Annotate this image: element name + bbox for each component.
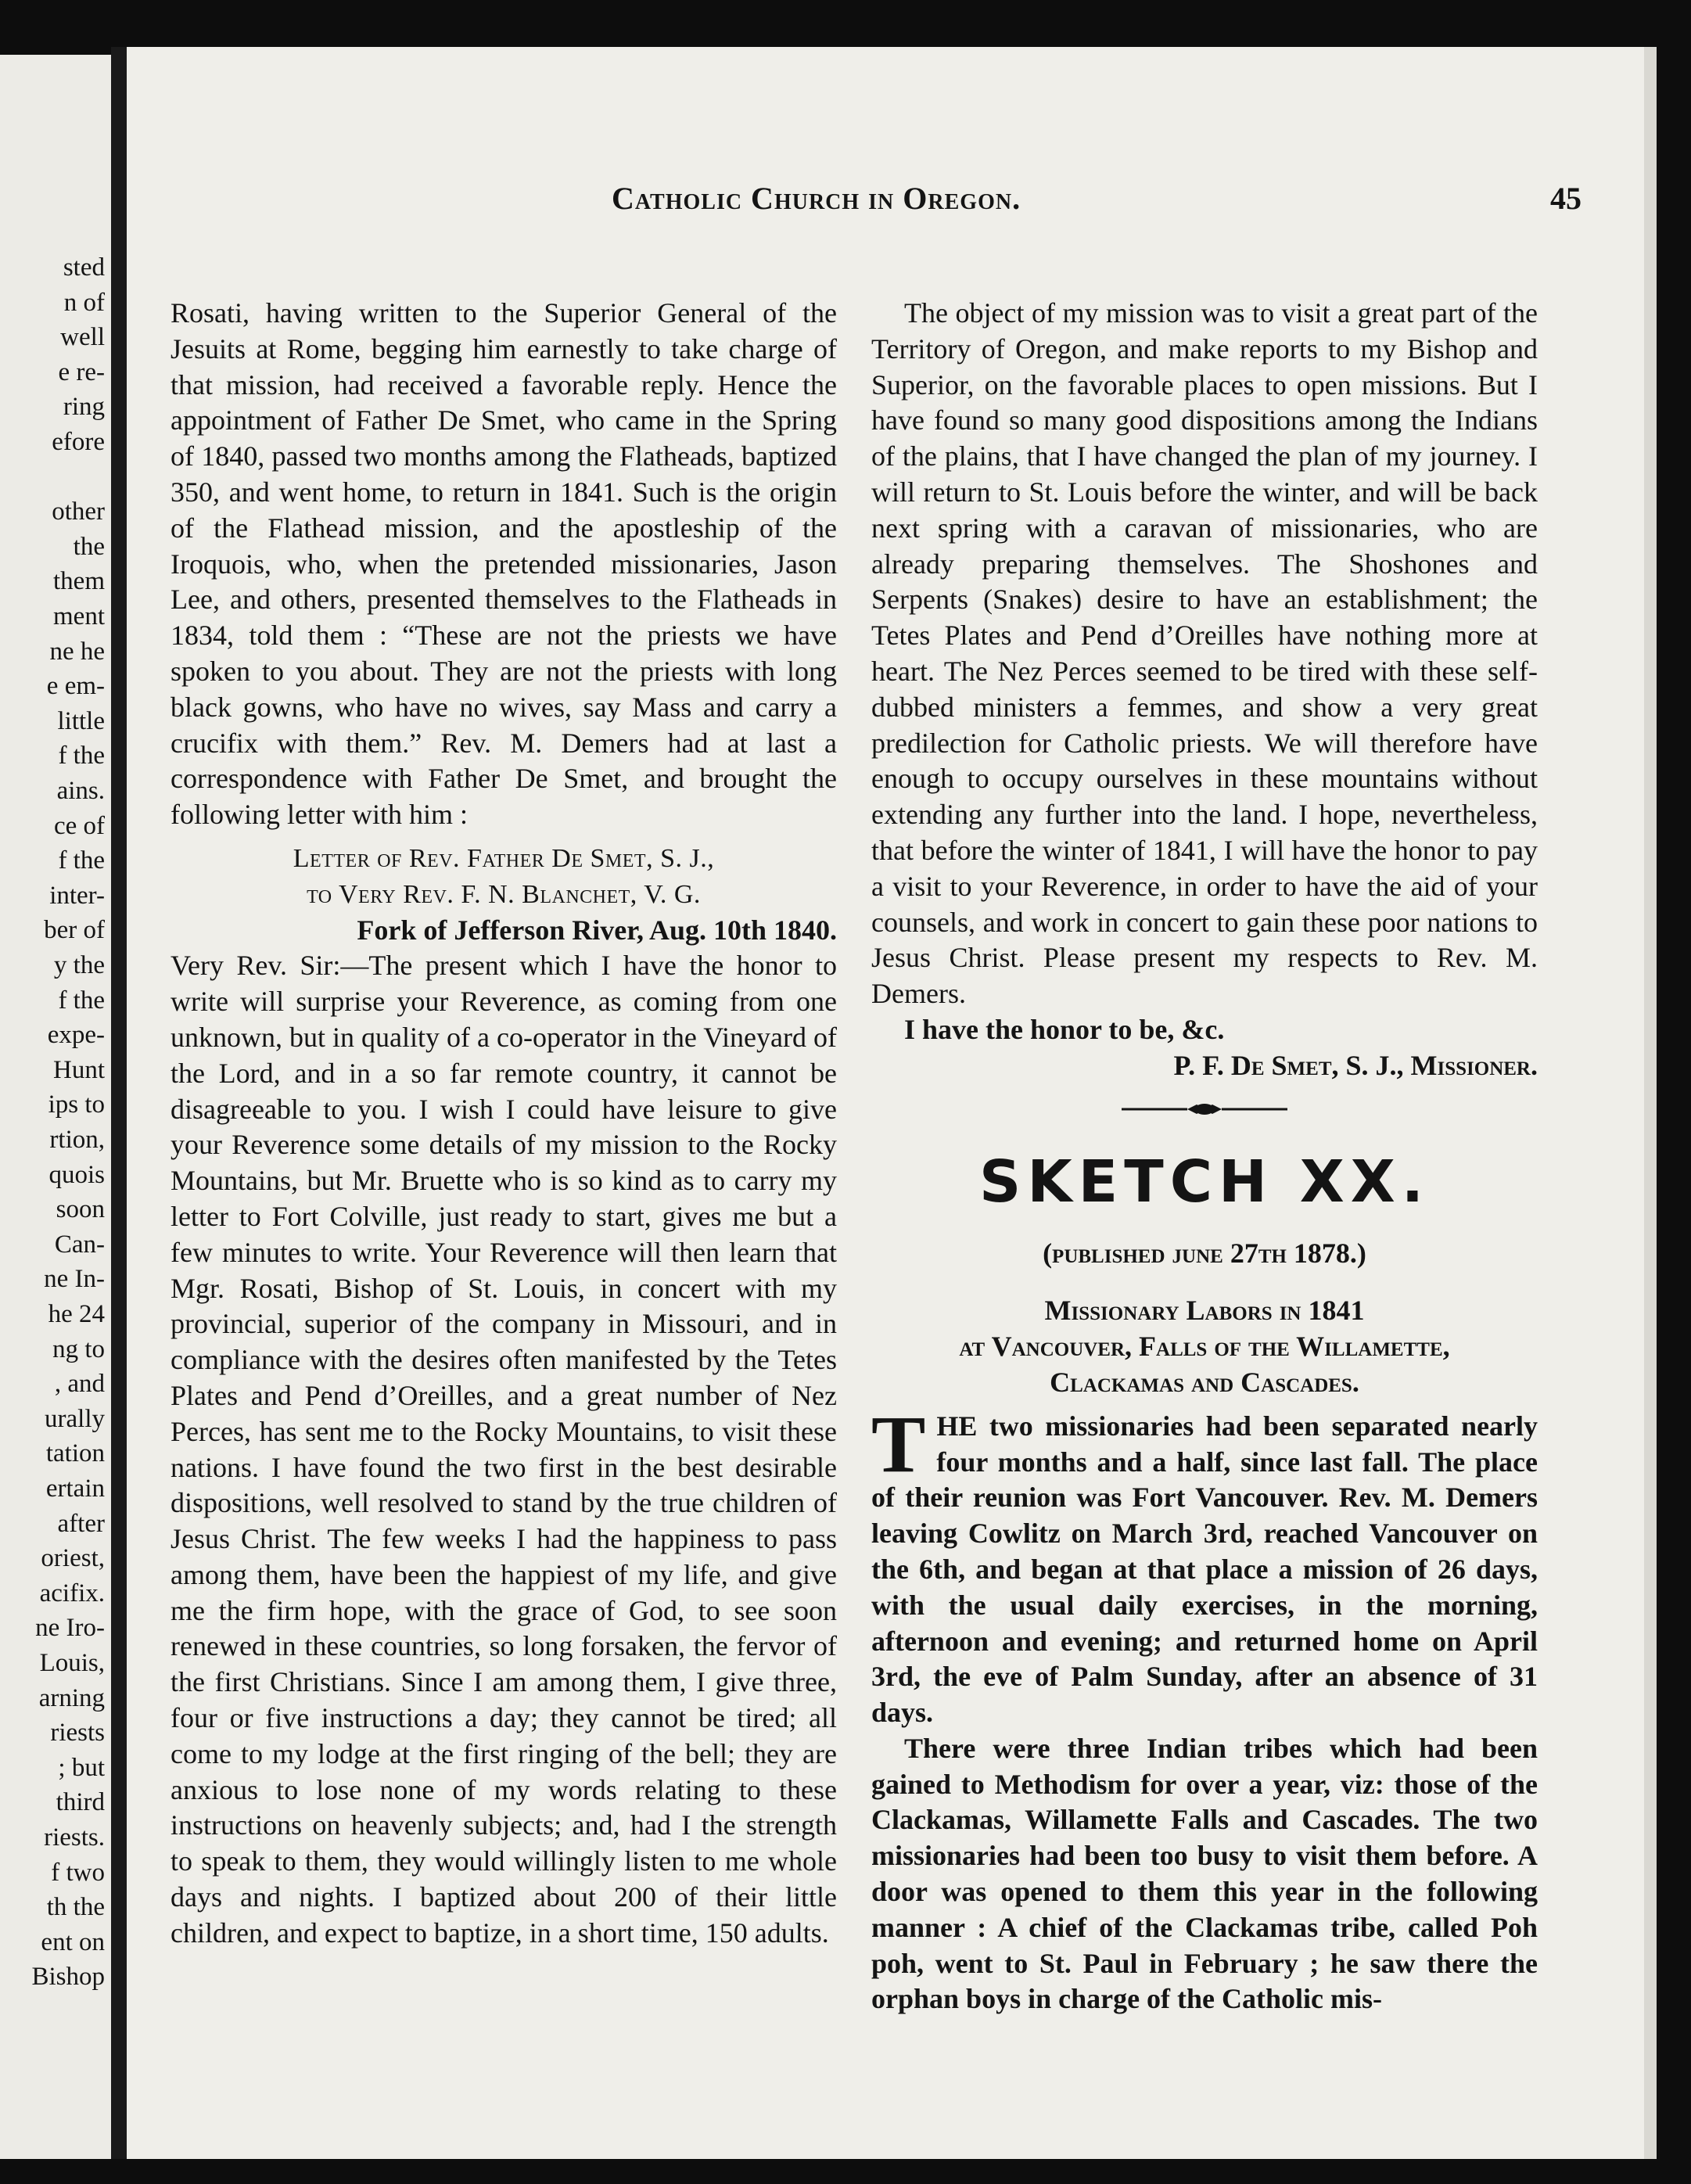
section-heading-line-1: Missionary Labors in 1841 [1044,1295,1365,1327]
book-gutter [111,47,128,2159]
intro-paragraph: Rosati, having written to the Superior General of the Jesuits at Rome, begging him earnestly to take charge of that mission, had received a favorable reply. Hence the appointment of Father De Smet, who came in the Spring of 1840, passed two months among the Flatheads, baptized 350, and went home, to return in 1841. Such is the origin of the Flathead mission, and the apostleship of the Iroquois, who, when the pretended missionaries, Jason Lee, and others, presented themselves to the Flatheads in 1834, told them : “These are not the priests we have spoken to you about. They are not the priests with long black gowns, who have no wives, say Mass and carry a crucifix with them.” Rev. M. Demers had at last a correspondence with Father De Smet, and brought the following letter with him : [171,297,837,831]
letter-heading-1: Letter of Rev. Father De Smet, S. J., [293,843,715,873]
book-page [127,47,1644,2159]
facing-page-fragment: little [57,706,105,735]
facing-page-fragment: sted [63,253,105,282]
facing-page-fragment: riests [50,1719,105,1748]
letter-signature: P. F. De Smet, S. J., Missioner. [1173,1049,1538,1081]
facing-page-fragment: th the [46,1893,105,1922]
facing-page-fragment: ent on [41,1927,105,1956]
facing-page-fragment: e em- [46,672,105,701]
facing-page-fragment: Louis, [39,1649,105,1677]
facing-page-fragment: Bishop [31,1963,105,1992]
page-number: 45 [1550,181,1581,216]
facing-page-fragment: third [56,1788,105,1817]
facing-page-fragment: ne Iro- [35,1614,105,1643]
facing-page-fragment: f the [58,742,105,771]
letter-heading-2: to Very Rev. F. N. Blanchet, V. G. [307,879,701,909]
facing-page-fragment: Hunt [53,1055,105,1084]
facing-page-fragment: y the [53,951,105,979]
facing-page-fragment: soon [56,1195,105,1224]
facing-page-fragment: ring [63,393,105,422]
facing-page-fragment: inter- [49,881,105,910]
facing-page-fragment: f two [51,1858,105,1887]
facing-page-fragment: ains. [56,777,105,805]
facing-page-fragment: efore [52,428,105,456]
facing-page-fragment: other [52,498,105,526]
header-title: Catholic Church in Oregon. [612,181,1021,216]
facing-page-fragment: ment [53,602,105,630]
facing-page-fragment: arning [38,1683,105,1712]
facing-page-fragment: ber of [44,916,105,945]
section-paragraph-2: There were three Indian tribes which had been gained to Methodism for over a year, viz: those of the Clackamas, Willamette Falls and Cascades. The two missionaries had been too busy to visit them before. A door was opened to them this year in the following manner : A chief of the Clackamas tribe, called Poh poh, went to St. Paul in February ; he saw there the orphan boys in charge of the Catholic mis- [871,1732,1538,2015]
facing-page-fragment: ng to [52,1334,105,1363]
facing-page-fragment: tation [45,1439,105,1468]
facing-page-fragment: ce of [53,811,105,840]
ornament-divider [871,1084,1538,1134]
facing-page-fragment: well [60,323,105,352]
facing-page-edge [0,55,111,2159]
section-paragraph-1 [871,1399,1538,1731]
ornament-rule-icon [1118,1100,1291,1119]
facing-page-fragment: urally [45,1404,105,1433]
facing-page-fragment: after [57,1509,105,1538]
letter-continued: The object of my mission was to visit a great part of the Territory of Oregon, and make reports to my Bishop and Superior, on the favorable places to open missions. But I have found so many good dispositions among the Indians of the plains, that I have changed the plan of my journey. I will return to St. Louis before the winter, and will be back next spring with a caravan of missionaries, who are already preparing themselves. The Shoshones and Serpents (Snakes) desire to have an establishment; the Tetes Plates and Pend d’Oreilles have nothing more at heart. The Nez Perces seemed to be tired with these self-dubbed ministers a femmes, and show a very great predilection for Catholic priests. We will therefore have enough to occupy ourselves in these mountains without extending any further into the land. I hope, nevertheless, that before the winter of 1841, I will have the honor to pay a visit to your Reverence, in order to have the aid of your counsels, and work in concert to gain these poor nations to Jesus Christ. Please present my respects to Rev. M. Demers. [871,297,1538,1010]
left-column [171,296,837,1952]
section-paragraph-1-text: HE two missionaries had been separated nearly four months and a half, since last fall. The place of their reunion was Fort Vancouver. Rev. M. Demers leaving Cowlitz on March 3rd, reached Vancouver on the 6th, and began at that place a mission of 26 days, with the usual daily exercises, in the morning, afternoon and evening; and returned home on April 3rd, the eve of Palm Sunday, after an absence of 31 days. [871,1410,1538,1729]
facing-page-fragment: ; but [58,1753,105,1782]
facing-page-fragment: them [53,567,105,596]
facing-page-fragment: e re- [58,357,105,386]
facing-page-fragment: he 24 [48,1300,105,1328]
letter-dateline: Fork of Jefferson River, Aug. 10th 1840. [357,914,837,946]
facing-page-fragment: n of [63,288,105,317]
facing-page-fragment: riests. [44,1823,105,1852]
section-heading-line-3: Clackamas and Cascades. [1050,1366,1359,1398]
facing-page-fragment: oriest, [41,1544,105,1573]
facing-page-fragment: ne In- [44,1265,105,1294]
facing-page-fragment: f the [58,986,105,1015]
facing-page-fragment: ne he [49,637,105,666]
facing-page-fragment: the [73,532,105,561]
sketch-title: SKETCH XX. [979,1148,1430,1216]
facing-page-fragment: acifix. [39,1579,105,1607]
facing-page-fragment: expe- [47,1021,105,1050]
letter-closing: I have the honor to be, &c. [904,1013,1225,1045]
facing-page-fragment: rtion, [49,1126,105,1154]
facing-page-fragment: quois [48,1160,105,1189]
right-column [871,296,1538,2017]
facing-page-fragment: f the [58,846,105,875]
facing-page-fragment: ertain [45,1475,105,1503]
running-head [127,180,1644,227]
facing-page-fragment: Can- [54,1230,105,1259]
facing-page-fragment: , and [54,1370,105,1399]
drop-cap: T [871,1399,926,1489]
publication-note: (published june 27th 1878.) [1043,1237,1366,1269]
facing-page-fragment: ips to [48,1090,105,1119]
letter-body: Very Rev. Sir:—The present which I have the honor to write will surprise your Reverence, as coming from one unknown, but in quality of a co-operator in the Vineyard of the Lord, and in a so far remote country, it cannot be disagreeable to you. I wish I could have leisure to give your Reverence some details of my mission to the Rocky Mountains, but Mr. Bruette who is so kind as to carry my letter to Fort Colville, just ready to start, gives me but a few minutes to write. Your Reverence will then learn that Mgr. Rosati, Bishop of St. Louis, in concert with my provincial, superior of the company in Missouri, and in compliance with the desires often manifested by the Tetes Plates and Pend d’Oreilles, and a great number of Nez Perces, has sent me to the Rocky Mountains, to visit these nations. I have found the two first in the best desirable dispositions, well resolved to stand by the true children of Jesus Christ. The few weeks I had the happiness to pass among them, have been the happiest of my life, and give me the firm hope, with the grace of God, to see soon renewed in these countries, so long forsaken, the fervor of the first Christians. Since I am among them, I give three, four or five instructions a day; they cannot be tired; all come to my lodge at the first ringing of the bell; they are anxious to lose none of my words relating to these instructions on heavenly subjects; and, had I the strength to speak to them, they would willingly listen to me whole days and nights. I baptized about 200 of their little children, and expect to baptize, in a short time, 150 adults. [171,950,837,1949]
section-heading-line-2: at Vancouver, Falls of the Willamette, [959,1331,1450,1363]
